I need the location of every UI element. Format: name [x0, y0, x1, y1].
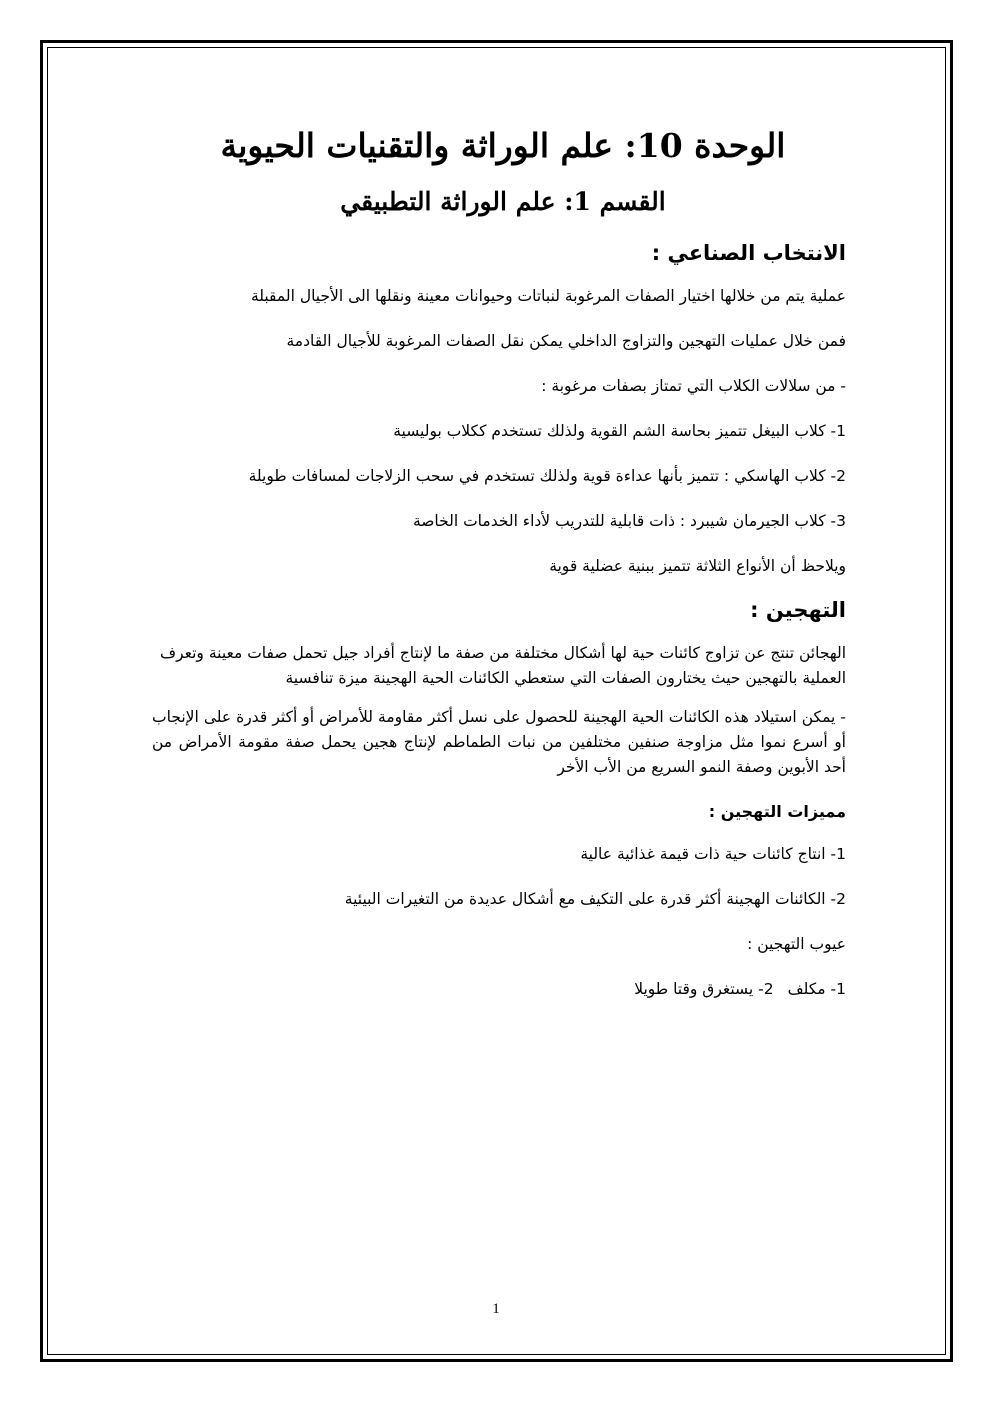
- artificial-selection-definition: عملية يتم من خلالها اختيار الصفات المرغوبة لنباتات وحيوانات معينة ونقلها الى الأجيال المقبلة: [250, 287, 846, 305]
- artificial-selection-heading: الانتخاب الصناعي :: [651, 241, 846, 265]
- defect-item: 1- مكلف: [787, 980, 846, 998]
- document-body: [152, 110, 846, 1002]
- breed-item-german-shepherd: 3- كلاب الجيرمان شيبرد : ذات قابلية للتدريب لأداء الخدمات الخاصة: [412, 512, 846, 530]
- breeds-note: ويلاحظ أن الأنواع الثلاثة تتميز ببنية عضلية قوية: [549, 557, 846, 575]
- breed-item-beagle: 1- كلاب البيغل تتميز بحاسة الشم القوية ولذلك تستخدم ككلاب بوليسية: [393, 422, 846, 440]
- defect-item: 2- يستغرق وقتا طويلا: [634, 980, 774, 998]
- defects-heading: عيوب التهجين :: [747, 935, 846, 953]
- section-title: القسم 1: علم الوراثة التطبيقي: [340, 187, 666, 216]
- unit-title: الوحدة 10: علم الوراثة والتقنيات الحيوية: [220, 126, 786, 165]
- artificial-selection-method: فمن خلال عمليات التهجين والتزاوج الداخلي يمكن نقل الصفات المرغوبة للأجيال القادمة: [286, 332, 846, 350]
- page-number: 1: [492, 1301, 500, 1317]
- hybridization-example: - يمكن استيلاد هذه الكائنات الحية الهجينة للحصول على نسل أكثر مقاومة للأمراض أو أكثر قدرة على الإنجاب أو أسرع نموا مثل مزاوجة صنفين مختلفين من نبات الطماطم لإنتاج هجين يحمل صفة مقومة الأمراض من أحد الأبوين وصفة النمو السريع من الأب الأخر: [152, 708, 846, 776]
- hybridization-heading: التهجين :: [750, 598, 846, 622]
- advantage-item: 1- انتاج كائنات حية ذات قيمة غذائية عالية: [580, 845, 846, 863]
- breed-item-husky: 2- كلاب الهاسكي : تتميز بأنها عداءة قوية ولذلك تستخدم في سحب الزلاجات لمسافات طويلة: [248, 467, 846, 485]
- advantages-heading: مميزات التهجين :: [708, 802, 846, 821]
- defects-list: [160, 977, 846, 1002]
- advantage-item: 2- الكائنات الهجينة أكثر قدرة على التكيف مع أشكال عديدة من التغيرات البيئية: [344, 890, 846, 908]
- breeds-intro: - من سلالات الكلاب التي تمتاز بصفات مرغوبة :: [541, 377, 846, 395]
- hybridization-definition: الهجائن تنتج عن تزاوج كائنات حية لها أشكال مختلفة من صفة ما لإنتاج أفراد جيل تحمل صفات معينة وتعرف العملية بالتهجين حيث يختارون الصفات التي ستعطي الكائنات الحية الهجينة ميزة تنافسية: [160, 644, 846, 687]
